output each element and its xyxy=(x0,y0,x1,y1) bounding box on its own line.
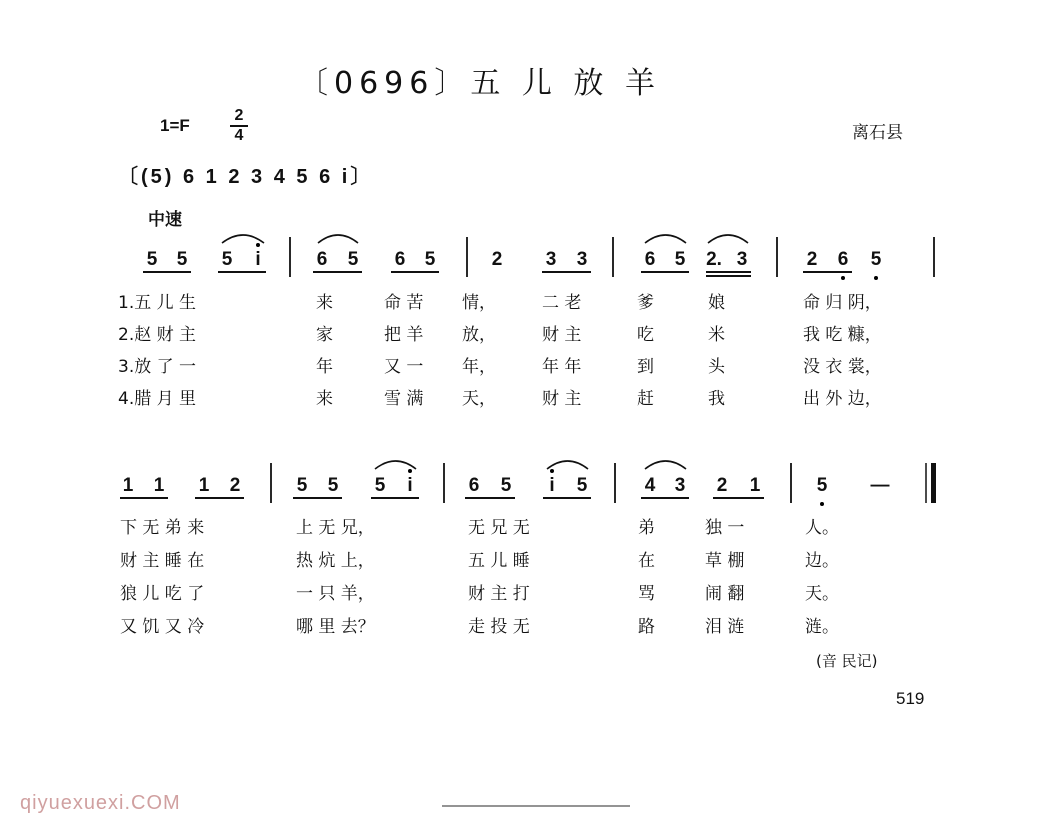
verse1-lyric: 财 主 xyxy=(542,325,582,345)
line1-note-3: i xyxy=(255,249,261,270)
line1-note-16: 6 xyxy=(837,249,849,270)
verse1-lyric: 来 xyxy=(316,293,333,313)
verse2-lyric: 独 一 xyxy=(705,518,745,538)
verse2-lyric: 财 主 打 xyxy=(468,584,530,604)
line1-note-1: 5 xyxy=(176,249,188,270)
line1-slur-1 xyxy=(318,235,358,243)
time-numerator: 2 xyxy=(234,107,244,124)
verse1-lyric: 到 xyxy=(637,357,654,377)
line2-note-3: 2 xyxy=(229,475,241,496)
verse2-lyric: 哪 里 去？ xyxy=(296,617,375,637)
verse1-lyric: 我 xyxy=(708,389,725,409)
verse1-lyric: 年 xyxy=(316,357,333,377)
verse1-lyric: 雪 满 xyxy=(384,389,424,409)
line2-note-13: 3 xyxy=(674,475,686,496)
low-dot-2 xyxy=(820,502,824,506)
verse2-lyric: 财 主 睡 在 xyxy=(120,551,205,571)
verse1-lyric: 把 羊 xyxy=(384,325,424,345)
final-barline-thick xyxy=(931,463,936,503)
verse1-lyric: 家 xyxy=(316,325,333,345)
line2-slur-0 xyxy=(375,461,416,469)
line2-note-15: 1 xyxy=(749,475,761,496)
line1-note-15: 2 xyxy=(806,249,818,270)
line1-note-6: 6 xyxy=(394,249,406,270)
low-dot-1 xyxy=(874,276,878,280)
line2-note-12: 4 xyxy=(644,475,656,496)
verse2-lyric: 路 xyxy=(638,617,655,637)
line2-note-16: 5 xyxy=(816,475,828,496)
verse1-lyric: 来 xyxy=(316,389,333,409)
line1-slur-3 xyxy=(708,235,748,243)
line2-high-dot-7 xyxy=(408,469,412,473)
verse2-lyric: 上 无 兄， xyxy=(296,518,375,538)
verse2-lyric: 草 棚 xyxy=(705,551,745,571)
verse2-lyric: 边。 xyxy=(805,551,839,571)
verse2-lyric: 天。 xyxy=(805,584,839,604)
line1-note-5: 5 xyxy=(347,249,359,270)
verse2-lyric: 骂 xyxy=(638,584,655,604)
verse2-lyric: 闹 翻 xyxy=(705,584,745,604)
verse1-lyric: 4.腊 月 里 xyxy=(118,389,197,409)
verse1-lyric: 赶 xyxy=(637,389,654,409)
line2-high-dot-10 xyxy=(550,469,554,473)
line2-slur-2 xyxy=(645,461,686,469)
line2-note-9: 5 xyxy=(500,475,512,496)
line1-note-9: 3 xyxy=(545,249,557,270)
line2-note-10: i xyxy=(549,475,555,496)
verse1-lyric: 娘 xyxy=(708,293,725,313)
verse1-lyric: 米 xyxy=(708,325,725,345)
verse2-lyric: 涟。 xyxy=(805,617,839,637)
verse2-lyric: 热 炕 上， xyxy=(296,551,375,571)
verse1-lyric: 头 xyxy=(708,357,725,377)
verse2-lyric: 狼 儿 吃 了 xyxy=(120,584,205,604)
song-title: 〔0696〕五 儿 放 羊 xyxy=(298,66,661,101)
tempo-marking: 中速 xyxy=(148,210,182,230)
line1-note-2: 5 xyxy=(221,249,233,270)
verse1-lyric: 二 老 xyxy=(542,293,582,313)
verse2-lyric: 走 投 无 xyxy=(468,617,530,637)
line2-note-1: 1 xyxy=(153,475,165,496)
verse2-lyric: 无 兄 无 xyxy=(468,518,530,538)
verse2-lyric: 一 只 羊， xyxy=(296,584,375,604)
verse1-lyric: 年 年 xyxy=(542,357,582,377)
verse2-lyric: 下 无 弟 来 xyxy=(120,518,205,538)
verse1-lyric: 我 吃 糠， xyxy=(803,325,882,345)
line1-note-14: 3 xyxy=(736,249,748,270)
line2-slur-1 xyxy=(547,461,588,469)
verse1-lyric: 年， xyxy=(462,357,496,377)
verse2-lyric: 又 饥 又 冷 xyxy=(120,617,205,637)
line1-note-4: 6 xyxy=(316,249,328,270)
verse1-lyric: 3.放 了 一 xyxy=(118,357,197,377)
verse1-lyric: 命 归 阴， xyxy=(803,293,882,313)
verse1-lyric: 爹 xyxy=(637,293,654,313)
page-number: 519 xyxy=(896,689,925,708)
line1-high-dot-3 xyxy=(256,243,260,247)
line1-slur-0 xyxy=(222,235,264,243)
recorder-credit: (音 民记) xyxy=(816,652,878,670)
verse1-lyric: 2.赵 财 主 xyxy=(118,325,197,345)
line1-note-0: 5 xyxy=(146,249,158,270)
verse2-lyric: 弟 xyxy=(638,518,655,538)
line1-note-11: 6 xyxy=(644,249,656,270)
watermark: qiyuexuexi.COM xyxy=(20,792,181,814)
verse1-lyric: 吃 xyxy=(637,325,654,345)
verse1-lyric: 放， xyxy=(462,325,496,345)
line2-note-14: 2 xyxy=(716,475,728,496)
line2-note-6: 5 xyxy=(374,475,386,496)
line2-note-5: 5 xyxy=(327,475,339,496)
verse2-lyric: 泪 涟 xyxy=(705,617,745,637)
line2-note-8: 6 xyxy=(468,475,480,496)
low-dot-0 xyxy=(841,276,845,280)
line2-note-11: 5 xyxy=(576,475,588,496)
key-signature: 1=F xyxy=(160,116,190,135)
verse1-lyric: 出 外 边， xyxy=(803,389,882,409)
line2-note-0: 1 xyxy=(122,475,134,496)
line1-note-10: 3 xyxy=(576,249,588,270)
time-denominator: 4 xyxy=(234,127,244,144)
verse2-lyric: 人。 xyxy=(805,518,839,538)
region-label: 离石县 xyxy=(852,123,903,143)
verse1-lyric: 财 主 xyxy=(542,389,582,409)
line2-note-2: 1 xyxy=(198,475,210,496)
verse1-lyric: 天， xyxy=(462,389,496,409)
verse1-lyric: 1.五 儿 生 xyxy=(118,293,197,313)
verse1-lyric: 情， xyxy=(462,293,496,313)
scale-notation: 〔(5) 6 1 2 3 4 5 6 i〕 xyxy=(118,166,374,188)
line2-note-17: — xyxy=(870,475,890,496)
verse1-lyric: 又 一 xyxy=(384,357,424,377)
line1-note-13: 2. xyxy=(706,249,722,270)
line2-note-4: 5 xyxy=(296,475,308,496)
line1-note-7: 5 xyxy=(424,249,436,270)
verse1-lyric: 命 苦 xyxy=(384,293,424,313)
line1-note-17: 5 xyxy=(870,249,882,270)
line1-note-8: 2 xyxy=(491,249,503,270)
verse2-lyric: 五 儿 睡 xyxy=(468,551,530,571)
verse2-lyric: 在 xyxy=(638,551,655,571)
line1-note-12: 5 xyxy=(674,249,686,270)
verse1-lyric: 没 衣 裳， xyxy=(803,357,882,377)
line2-note-7: i xyxy=(407,475,413,496)
line1-slur-2 xyxy=(645,235,686,243)
